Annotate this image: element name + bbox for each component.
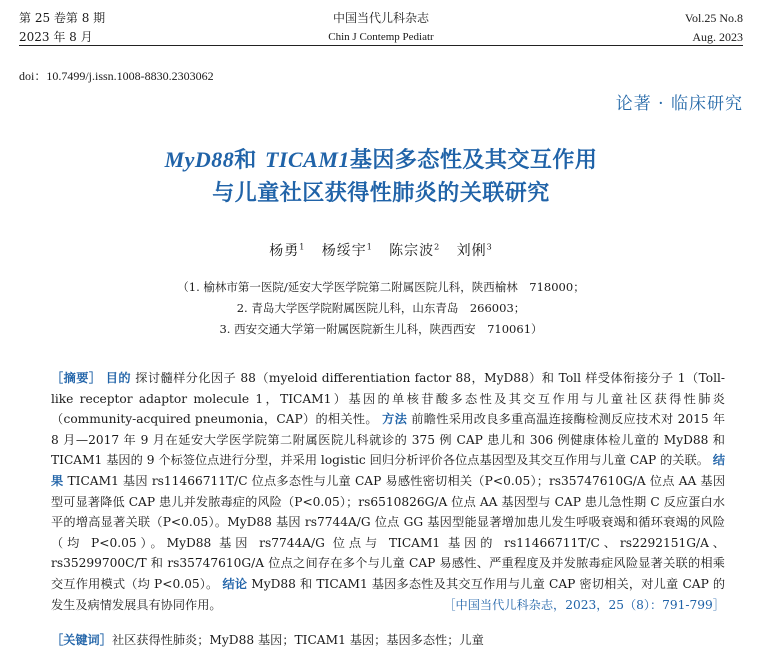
affiliation: （1. 榆林市第一医院/延安大学医学院第二附属医院儿科，陕西榆林 718000； bbox=[177, 280, 585, 294]
keywords-label: ［关键词］ bbox=[51, 633, 112, 647]
title-gene2: TICAM1 bbox=[264, 147, 350, 172]
section-label: 论著 · 临床研究 bbox=[615, 94, 743, 114]
title-line1-rest: 基因多态性及其交互作用 bbox=[349, 147, 598, 173]
author: 杨绥宇$^1$ bbox=[321, 242, 373, 259]
objective-label: 目的 bbox=[105, 371, 131, 385]
affiliations bbox=[0, 277, 762, 340]
affiliation: 3. 西安交通大学第一附属医院新生儿科，陕西西安 710061） bbox=[219, 322, 543, 336]
keywords bbox=[51, 630, 725, 650]
author: 刘俐$^3$ bbox=[456, 242, 493, 259]
results-label: 结果 bbox=[51, 453, 726, 488]
methods-text: 前瞻性采用改良多重高温连接酶检测反应技术对 2015 年 8 月—2017 年 9 月在延安大学医学院第二附属医院儿科就诊的 375 例 CAP 患儿和 306 例健康体检儿童的 MyD88 和 TICAM1 基因的 9 个标签位点进行分型，并采用 logistic 回归分析评价各位点基因型及其交互作用与儿童 CAP 的关联。 bbox=[51, 412, 726, 468]
header-rule bbox=[19, 45, 743, 46]
methods-label: 方法 bbox=[382, 412, 408, 427]
author: 杨勇$^1$ bbox=[269, 242, 306, 259]
affiliation: 2. 青岛大学医学院附属医院儿科，山东青岛 266003； bbox=[236, 301, 526, 315]
running-header bbox=[0, 0, 762, 48]
article-title bbox=[0, 143, 762, 210]
conclusions-label: 结论 bbox=[222, 576, 248, 591]
citation: ［中国当代儿科杂志，2023，25（8）：791-799］ bbox=[443, 597, 725, 612]
author: 陈宗波$^2$ bbox=[389, 242, 441, 259]
date-en: Aug. 2023 bbox=[692, 30, 743, 44]
header-right bbox=[685, 9, 743, 47]
journal-en: Chin J Contemp Pediatr bbox=[328, 31, 434, 43]
header-center bbox=[0, 9, 762, 47]
results-text: TICAM1 基因 rs11466711T/C 位点多态性与儿童 CAP 易感性密切相关（P<0.05）；rs35747610G/A 位点 AA 基因型可显著降低 CAP 患儿并发脓毒症的风险（P<0.05）；rs6510826G/A 位点 AA 基因型与 CAP 患儿急性期 C 反应蛋白水平的增高显著关联（P<0.05）。MyD88 基因 rs7744A/G 位点 GG 基因型能显著增加患儿发生呼吸衰竭和循环衰竭的风险（均 P<0.05）。MyD88 基因 rs7744A/G 位点与 TICAM1 基因的 rs11466711T/C、rs2292151G/A、rs35299700C/T 和 rs35747610G/A 位点之间存在多个与儿童 CAP 易感性、严重程度及并发脓毒症风险显著关联的相乘交互作用模式（均 P<0.05）。 bbox=[51, 473, 726, 591]
date-cn: 2023 年 8 月 bbox=[19, 30, 93, 44]
title-line-2: 与儿童社区获得性肺炎的关联研究 bbox=[212, 180, 550, 206]
abstract bbox=[51, 368, 725, 615]
title-and: 和 bbox=[234, 147, 265, 173]
keywords-text: 社区获得性肺炎；MyD88 基因；TICAM1 基因；基因多态性；儿童 bbox=[111, 633, 484, 647]
volume-en: Vol.25 No.8 bbox=[684, 11, 743, 25]
abstract-label: ［摘要］ bbox=[51, 371, 102, 385]
author-list bbox=[0, 240, 762, 260]
title-line-1 bbox=[0, 143, 762, 177]
journal-cn: 中国当代儿科杂志 bbox=[332, 11, 429, 25]
title-gene1: MyD88 bbox=[164, 147, 235, 172]
volume-cn: 第 25 卷第 8 期 bbox=[19, 11, 106, 25]
conclusions-text: MyD88 和 TICAM1 基因多态性及其交互作用与儿童 CAP 密切相关，对儿童 CAP 的发生及病情发展具有协同作用。 bbox=[51, 576, 726, 612]
objective-text: 探讨髓样分化因子 88（myeloid differentiation factor 88，MyD88）和 Toll 样受体衔接分子 1（Toll-like receptor adaptor molecule 1，TICAM1）基因的单核苷酸多态性及其交互作用与儿童社区获得性肺炎（community-acquired pneumonia，CAP）的相关性。 bbox=[51, 371, 726, 427]
doi: doi：10.7499/j.issn.1008-8830.2303062 bbox=[19, 69, 214, 83]
